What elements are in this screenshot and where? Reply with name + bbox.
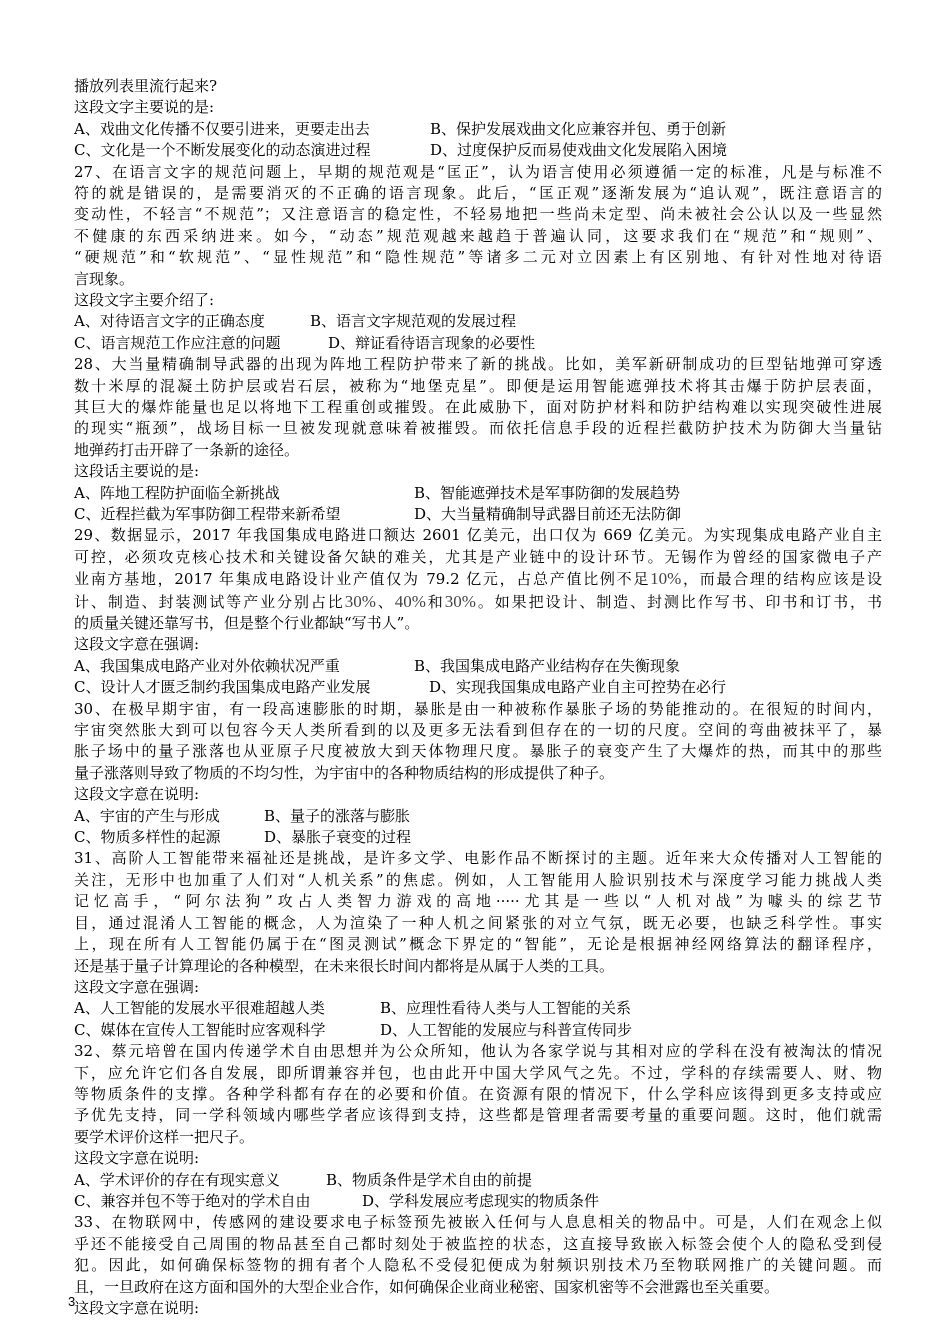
option-c: C、媒体在宣传人工智能时应客观科学 bbox=[74, 1020, 326, 1039]
option-b: B、量子的涨落与膨胀 bbox=[264, 806, 411, 825]
paragraph-line bbox=[74, 568, 882, 590]
question-stem: 这段文字意在强调: bbox=[74, 977, 200, 996]
option-row bbox=[74, 483, 882, 504]
option-d: D、过度保护反而易使戏曲文化发展陷入困境 bbox=[430, 141, 728, 160]
paragraph-line: 下，应允许它们各自发展，即所谓兼容并包，也由此开中国大学风气之先。不过，学科的存续需要人、财、物 bbox=[74, 1063, 882, 1082]
paragraph-line: 上，现在所有人工智能仍属于在“图灵测试”概念下界定的“智能”，无论是根据神经网络算法的翻译程序， bbox=[74, 935, 882, 954]
paragraph-line: 等物质条件的支撑。各种学科都有存在的必要和价值。在资源有限的情况下，什么学科应该得到更多支持或应 bbox=[74, 1084, 882, 1103]
paragraph-line: 言现象。 bbox=[74, 269, 135, 288]
paragraph-line: 乎还不能接受自己周围的物品甚至自己都时刻处于被监控的状态，这直接导致嵌入标签会使个人的隐私受到侵 bbox=[74, 1234, 882, 1253]
option-row bbox=[74, 806, 882, 827]
option-b: B、保护发展戏曲文化应兼容并包、勇于创新 bbox=[430, 119, 727, 138]
option-d: D、辩证看待语言现象的必要性 bbox=[328, 333, 536, 352]
option-row bbox=[74, 827, 882, 848]
option-b: B、应理性看待人类与人工智能的关系 bbox=[380, 999, 632, 1018]
paragraph-line: 还是基于量子计算理论的各种模型，在未来很长时间内都将是从属于人类的工具。 bbox=[74, 956, 615, 975]
option-row bbox=[74, 1170, 882, 1191]
option-d: D、暴胀子衰变的过程 bbox=[264, 828, 412, 847]
option-d: D、实现我国集成电路产业自主可控势在必行 bbox=[429, 678, 727, 697]
option-row bbox=[74, 656, 882, 677]
option-row bbox=[74, 1020, 882, 1041]
question-stem: 这段文字主要说的是: bbox=[74, 98, 215, 117]
paragraph-line: 28、大当量精确制导武器的出现为阵地工程防护带来了新的挑战。比如，美军新研制成功的巨型钻地弹可穿透 bbox=[74, 355, 882, 374]
option-row bbox=[74, 333, 882, 354]
option-row bbox=[74, 998, 882, 1019]
paragraph-line: 符的就是错误的，是需要消灭的不正确的语言现象。此后，“匡正观”逐渐发展为“追认观”，既注意语言的 bbox=[74, 184, 882, 202]
option-c: C、近程拦截为军事防御工程带来新希望 bbox=[74, 505, 341, 524]
option-row bbox=[74, 119, 882, 140]
option-b: B、智能遮弹技术是军事防御的发展趋势 bbox=[414, 483, 681, 502]
option-d: D、学科发展应考虑现实的物质条件 bbox=[362, 1191, 600, 1210]
option-a: A、对待语言文字的正确态度 bbox=[74, 312, 265, 331]
option-b: B、物质条件是学术自由的前提 bbox=[326, 1170, 533, 1189]
paragraph-line: 的质量关键还靠写书，但是整个行业都缺“写书人”。 bbox=[74, 614, 420, 633]
paragraph-line: 播放列表里流行起来? bbox=[74, 77, 218, 95]
paragraph-line: 变动性，不轻言“不规范”；又注意语言的稳定性，不轻易地把一些尚未定型、尚未被社会公认以及一些显然 bbox=[74, 205, 882, 224]
paragraph-line: 要学术评价这样一把尺子。 bbox=[74, 1127, 255, 1146]
question-stem: 这段文字意在说明: bbox=[74, 1298, 200, 1317]
option-d: D、大当量精确制导武器目前还无法防御 bbox=[414, 505, 682, 524]
paragraph-line: 犯。因此，如何确保标签物的拥有者个人隐私不受侵犯便成为射频识别技术乃至物联网推广的关键问题。而 bbox=[74, 1256, 882, 1275]
option-a: A、我国集成电路产业对外依赖状况严重 bbox=[74, 656, 340, 675]
option-b: B、语言文字规范观的发展过程 bbox=[310, 312, 517, 331]
paragraph-line bbox=[74, 591, 882, 613]
paragraph-line: 其巨大的爆炸能量也足以将地下工程重创或摧毁。在此威胁下，面对防护材料和防护结构难以实现突破性进展 bbox=[74, 398, 882, 417]
option-row bbox=[74, 677, 882, 698]
paragraph-text: 计、制造、封装测试等产业分别占比 bbox=[74, 592, 345, 611]
document-page bbox=[74, 76, 882, 1319]
question-stem: 这段文字意在强调: bbox=[74, 635, 200, 654]
paragraph-text: 业南方基地，2017 年集成电路设计业产值仅为 79.2 亿元，占总产值比例不足 bbox=[74, 570, 651, 589]
paragraph-line: 目，通过混淆人工智能的概念，人为渲染了一种人机之间紧张的对立气氛，既无必要，也缺乏科学性。事实 bbox=[74, 913, 882, 932]
paragraph-line: 数十米厚的混凝土防护层或岩石层，被称为“地堡克星”。即便是运用智能遮弹技术将其击爆于防护层表面， bbox=[74, 376, 882, 395]
paragraph-line: 地弹药打击开辟了一条新的途径。 bbox=[74, 440, 300, 459]
paragraph-line: 记忆高手，“阿尔法狗”攻占人类智力游戏的高地·····尤其是一些以“人机对战”为噱头的综艺节 bbox=[74, 892, 882, 911]
option-a: A、学术评价的存在有现实意义 bbox=[74, 1170, 280, 1189]
paragraph-line: 胀子场中的量子涨落也从亚原子尺度被放大到天体物理尺度。暴胀子的衰变产生了大爆炸的热，而其中的那些 bbox=[74, 742, 882, 761]
option-a: A、宇宙的产生与形成 bbox=[74, 806, 220, 825]
option-c: C、语言规范工作应注意的问题 bbox=[74, 333, 281, 352]
percent-value: 10% bbox=[650, 569, 682, 589]
paragraph-line: 关注，无形中也加重了人们对“人机关系”的焦虑。例如，人工智能用人脸识别技术与深度学习能力挑战人类 bbox=[74, 870, 882, 889]
option-c: C、设计人才匮乏制约我国集成电路产业发展 bbox=[74, 678, 371, 697]
percent-value: 30% bbox=[444, 591, 476, 611]
option-c: C、文化是一个不断发展变化的动态演进过程 bbox=[74, 141, 371, 160]
paragraph-text: 。如果把设计、制造、封测比作写书、印书和订书，书 bbox=[475, 592, 882, 611]
paragraph-line: 31、高阶人工智能带来福祉还是挑战，是许多文学、电影作品不断探讨的主题。近年来大众传播对人工智能的 bbox=[74, 849, 882, 868]
paragraph-line: “硬规范”和“软规范”、“显性规范”和“隐性规范”等诸多二元对立因素上有区别地、有针对性地对待语 bbox=[74, 248, 882, 267]
option-c: C、物质多样性的起源 bbox=[74, 828, 221, 847]
paragraph-line: 29、数据显示，2017 年我国集成电路进口额达 2601 亿美元，出口仅为 669 亿美元。为实现集成电路产业自主 bbox=[74, 526, 882, 545]
question-stem: 这段文字意在说明: bbox=[74, 785, 200, 804]
paragraph-line: 可控，必须攻克核心技术和关键设备欠缺的难关，尤其是产业链中的设计环节。无锡作为曾经的国家微电子产 bbox=[74, 547, 882, 566]
option-row bbox=[74, 311, 882, 332]
page-number: 3 bbox=[68, 1294, 76, 1309]
paragraph-text: 、 bbox=[375, 592, 395, 611]
question-stem: 这段话主要说的是: bbox=[74, 462, 200, 481]
option-row bbox=[74, 1191, 882, 1212]
option-a: A、人工智能的发展水平很难超越人类 bbox=[74, 999, 325, 1018]
paragraph-line: 予优先支持，同一学科领域内哪些学者应该得到支持，这些都是管理者需要考量的重要问题。这时，他们就需 bbox=[74, 1106, 882, 1125]
option-b: B、我国集成电路产业结构存在失衡现象 bbox=[414, 656, 681, 675]
paragraph-line: 32、蔡元培曾在国内传递学术自由思想并为公众所知，他认为各家学说与其相对应的学科在没有被淘汰的情况 bbox=[74, 1042, 882, 1061]
option-row bbox=[74, 140, 882, 161]
question-stem: 这段文字意在说明: bbox=[74, 1149, 200, 1168]
paragraph-text: 和 bbox=[425, 592, 445, 611]
paragraph-line: 量子涨落则导致了物质的不均匀性，为宇宙中的各种物质结构的形成提供了种子。 bbox=[74, 763, 615, 782]
paragraph-line: 且，一旦政府在这方面和国外的大型企业合作，如何确保企业商业秘密、国家机密等不会泄露也至关重要。 bbox=[74, 1277, 780, 1296]
option-row bbox=[74, 504, 882, 525]
option-d: D、人工智能的发展应与科普宣传同步 bbox=[380, 1020, 633, 1039]
paragraph-line: 27、在语言文字的规范问题上，早期的规范观是“匡正”，认为语言使用必须遵循一定的标准，凡是与标准不 bbox=[74, 162, 882, 181]
option-c: C、兼容并包不等于绝对的学术自由 bbox=[74, 1191, 311, 1210]
option-a: A、阵地工程防护面临全新挑战 bbox=[74, 483, 280, 502]
paragraph-line: 30、在极早期宇宙，有一段高速膨胀的时期，暴胀是由一种被称作暴胀子场的势能推动的。在很短的时间内， bbox=[74, 699, 882, 718]
paragraph-line: 的现实“瓶颈”，战场目标一旦被发现就意味着被摧毁。而依托信息手段的近程拦截防护技术为防御大当量钻 bbox=[74, 419, 882, 438]
option-a: A、戏曲文化传播不仅要引进来，更要走出去 bbox=[74, 119, 370, 138]
paragraph-line: 宇宙突然胀大到可以包容今天人类所看到的以及更多无法看到但存在的一切的尺度。空间的弯曲被抹平了，暴 bbox=[74, 721, 882, 740]
percent-value: 30% bbox=[344, 591, 376, 611]
paragraph-text: ，而最合理的结构应该是设 bbox=[681, 570, 882, 589]
question-stem: 这段文字主要介绍了: bbox=[74, 291, 215, 310]
paragraph-line: 不健康的东西采纳进来。如今，“动态”规范观越来越趋于普遍认同，这要求我们在“规范”和“规则”、 bbox=[74, 226, 882, 245]
paragraph-line: 33、在物联网中，传感网的建设要求电子标签预先被嵌入任何与人息息相关的物品中。可是，人们在观念上似 bbox=[74, 1213, 882, 1232]
percent-value: 40% bbox=[394, 591, 426, 611]
